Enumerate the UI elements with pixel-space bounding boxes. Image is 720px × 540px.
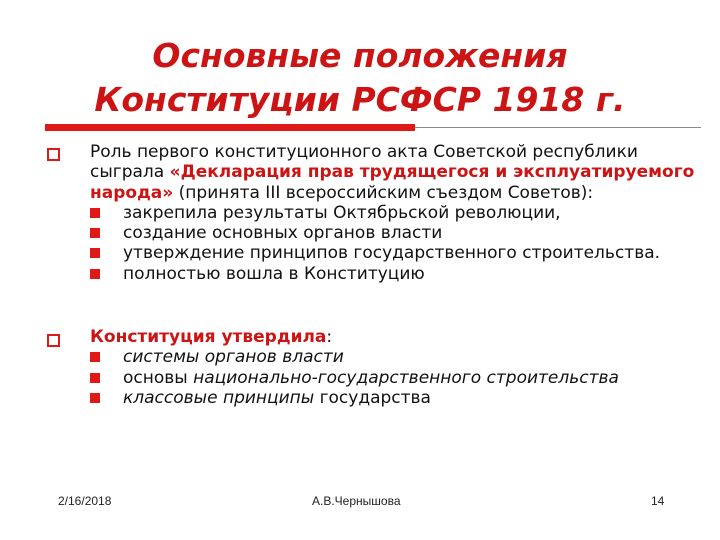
title-accent-bar: [45, 124, 415, 131]
sub-item-text: системы органов власти: [123, 347, 344, 368]
sub-item-text-plain: основы: [123, 367, 194, 388]
sub-bullet-marker: [90, 208, 100, 218]
sub-item-text-italic: классовые принципы: [123, 387, 315, 408]
sub-item: [90, 223, 700, 243]
sub-bullet-marker: [90, 269, 100, 279]
footer-date: 2/16/2018: [58, 494, 112, 508]
sub-item: [90, 347, 700, 367]
sub-bullet-marker: [90, 352, 100, 362]
sub-item-text: полностью вошла в Конституцию: [123, 263, 425, 284]
slide-title: [60, 34, 660, 122]
bullet-1-text-b: (принята III всероссийским съездом Советов):: [173, 182, 594, 203]
sub-item: [90, 388, 700, 408]
bullet-1-text-a: Роль первого конституционного акта Советской республики сыграла: [90, 142, 638, 183]
declaration-title: «Декларация прав трудящегося и эксплуатируемого народа»: [90, 162, 695, 203]
sub-bullet-marker: [90, 248, 100, 258]
sub-item: [90, 264, 700, 284]
sub-bullet-marker: [90, 373, 100, 383]
bullet-1-text: [90, 142, 700, 203]
sub-item-text: создание основных органов власти: [123, 223, 443, 244]
sub-item: [90, 368, 700, 388]
sub-bullet-marker: [90, 228, 100, 238]
footer-author: А.В.Чернышова: [312, 494, 401, 508]
footer-page-number: 14: [651, 494, 665, 508]
sub-bullet-marker: [90, 393, 100, 403]
sub-item: [90, 243, 700, 263]
bullet-2-marker: [47, 334, 60, 347]
title-line-2: Конституции РСФСР 1918 г.: [94, 80, 626, 119]
constitution-heading: Конституция утвердила: [90, 327, 327, 347]
bullet-2: [90, 327, 700, 408]
sub-item-text-italic: национально-государственного строительства: [193, 367, 619, 388]
title-line-1: Основные положения: [152, 36, 568, 75]
bullet-1: [90, 142, 700, 284]
sub-item-text: закрепила результаты Октябрьской революции,: [123, 202, 561, 223]
sub-item: [90, 203, 700, 223]
bullet-2-colon: :: [326, 327, 333, 347]
bullet-2-text: [90, 327, 700, 347]
sub-item-text: утверждение принципов государственного строительства.: [123, 243, 661, 264]
sub-item-text-plain: государства: [314, 387, 431, 408]
bullet-1-marker: [47, 148, 60, 161]
